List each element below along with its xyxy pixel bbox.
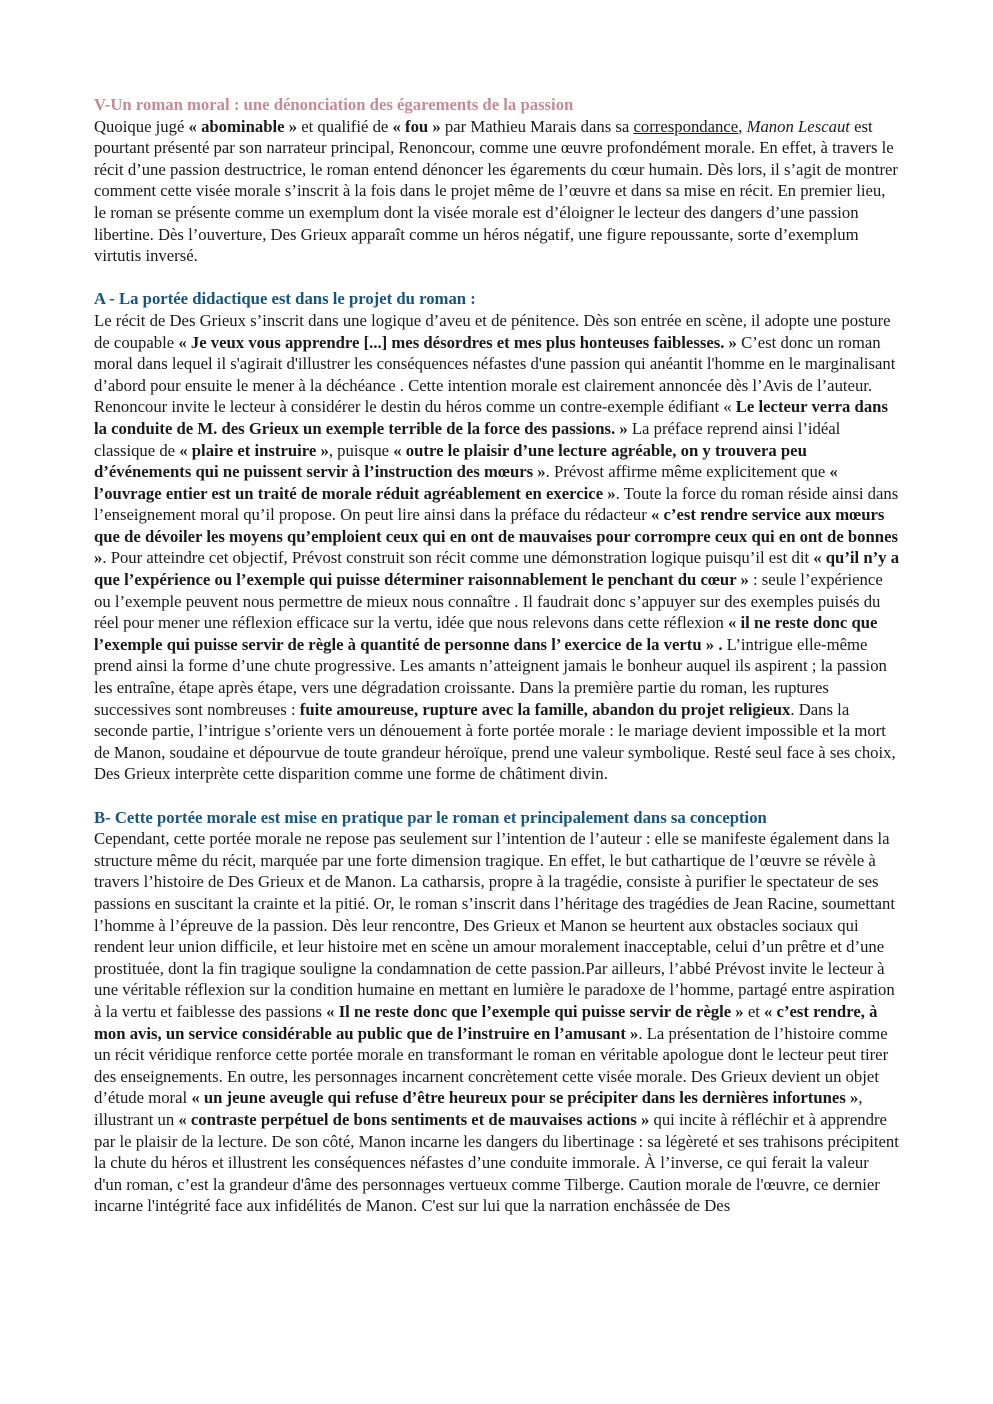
quote-bold: « plaire et instruire »: [179, 440, 329, 460]
quote-bold: « contraste perpétuel de bons sentiments et de mauvaises actions »: [178, 1109, 650, 1129]
text-run: et: [743, 1001, 765, 1021]
text-run: qui incite à réfléchir et à apprendre par le plaisir de la lecture. De son côté, Manon incarne les dangers du libertinage : sa légèreté et ses trahisons précipitent la chute du héros et illustrent les conséquences néfastes d’une conduite immorale. À l’inverse, ce qui ferait la valeur d'un roman, c’est la grandeur d'âme des personnages vertueux comme Tilberge. Caution morale de l'œuvre, ce dernier incarne l'intégrité face aux infidélités de Manon. C'est sur lui que la narration enchâssée de Des: [94, 1109, 899, 1216]
text-run: ,: [738, 116, 747, 136]
section-heading-v: V-Un roman moral : une dénonciation des égarements de la passion: [94, 95, 574, 114]
text-run: . Pour atteindre cet objectif, Prévost construit son récit comme une démonstration logique puisqu’il est dit: [102, 548, 814, 568]
quote-bold: « qu’il n’y a que l’expérience ou l’exemple qui puisse déterminer raisonnablement le penchant du cœur »: [94, 548, 900, 590]
document-page: [94, 94, 900, 1217]
quote-bold: « l’ouvrage entier est un traité de morale réduit agréablement en exercice »: [94, 462, 838, 503]
text-run: . Toute la force du roman réside ainsi dans l’enseignement moral qu’il propose. On peut lire ainsi dans la préface du rédacteur: [94, 483, 899, 525]
paragraph-gap: [94, 267, 900, 289]
quote-bold: « Il ne reste donc que l’exemple qui puisse servir de règle »: [326, 1001, 744, 1021]
text-run: et qualifié de: [297, 116, 393, 136]
quote-bold: « c’est rendre, à mon avis, un service considérable au public que de l’instruire en l’amusant »: [94, 1001, 878, 1043]
quote-bold: « Je veux vous apprendre [...] mes désordres et mes plus honteuses faiblesses. »: [178, 332, 737, 352]
text-run: C’est donc un roman moral dans lequel il s'agirait d'illustrer les conséquences néfastes d'une passion qui anéantit l'homme en le marginalisant d’abord pour ensuite le mener à la déchéance . Cette intention morale est clairement annoncée dès l’Avis de l’auteur. Renoncour invite le lecteur à considérer le destin du héros comme un contre-exemple édifiant «: [94, 332, 896, 417]
section-b-paragraph: [94, 828, 900, 1217]
quote-bold: fuite amoureuse, rupture avec la famille, abandon du projet religieux: [299, 699, 791, 719]
quote-bold: Le lecteur verra dans la conduite de M. des Grieux un exemple terrible de la force des passions. »: [94, 397, 888, 438]
text-run: : seule l’expérience ou l’exemple peuvent nous permettre de mieux nous connaître . Il faudrait donc s’appuyer sur des exemples puisés du réel pour mener une réflexion efficace sur la vertu, idée que nous relevons dans cette réflexion: [94, 570, 883, 633]
section-heading-b: B- Cette portée morale est mise en pratique par le roman et principalement dans sa conception: [94, 807, 767, 827]
text-run: La préface reprend ainsi l’idéal classique de: [94, 418, 841, 460]
text-run: Le récit de Des Grieux s’inscrit dans une logique d’aveu et de pénitence. Dès son entrée en scène, il adopte une posture de coupable: [94, 310, 891, 352]
text-run: , puisque: [328, 440, 394, 460]
underlined-word: correspondance: [633, 116, 739, 136]
text-run: est pourtant présenté par son narrateur principal, Renoncour, comme une œuvre profondément morale. En effet, à travers le récit d’une passion destructrice, le roman entend dénoncer les égarements du cœur humain. Dès lors, il s’agit de montrer comment cette visée morale s’inscrit à la fois dans le projet même de l’œuvre et dans sa mise en récit. En premier lieu, le roman se présente comme un exemplum dont la visée morale est d’éloigner le lecteur des dangers d’une passion libertine. Dès l’ouverture, Des Grieux apparaît comme un héros négatif, une figure repoussante, sorte d’exemplum virtutis inversé.: [94, 116, 898, 266]
quote-bold: « fou »: [392, 116, 441, 136]
text-run: L’intrigue elle-même prend ainsi la forme d’une chute progressive. Les amants n’atteignent jamais le bonheur auquel ils aspirent ; la passion les entraîne, étape après étape, vers une dégradation croissante. Dans la première partie du roman, les ruptures successives sont nombreuses :: [94, 634, 887, 719]
text-run: . La présentation de l’histoire comme un récit véridique renforce cette portée morale en transformant le roman en véritable apologue dont le lecteur peut tirer des enseignements. En outre, les personnages incarnent concrètement cette visée morale. Des Grieux devient un objet d’étude moral: [94, 1023, 889, 1108]
text-run: Cependant, cette portée morale ne repose pas seulement sur l’intention de l’auteur : elle se manifeste également dans la structure même du récit, marquée par une forte dimension tragique. En effet, le but cathartique de l’œuvre se révèle à travers l’histoire de Des Grieux et de Manon. La catharsis, propre à la tragédie, consiste à purifier le spectateur de ses passions en suscitant la crainte et la pitié. Or, le roman s’inscrit dans l’héritage des tragédies de Jean Racine, soumettant l’homme à l’épreuve de la passion. Dès leur rencontre, Des Grieux et Manon se heurtent aux obstacles sociaux qui rendent leur union difficile, et leur histoire met en scène un amour moralement inacceptable, celui d’un prêtre et d’une prostituée, dont la fin tragique souligne la condamnation de cette passion.Par ailleurs, l’abbé Prévost invite le lecteur à une véritable réflexion sur la condition humaine en mettant en lumière le paradoxe de l’homme, partagé entre aspiration à la vertu et faiblesse des passions: [94, 829, 895, 1021]
text-run: . Dans la seconde partie, l’intrigue s’oriente vers un dénouement à forte portée morale : le mariage devient impossible et la mort de Manon, soudaine et dépourvue de toute grandeur héroïque, prend une valeur symbolique. Resté seul face à ses choix, Des Grieux interprète cette disparition comme une forme de châtiment divin.: [94, 699, 896, 784]
intro-paragraph: [94, 116, 900, 267]
quote-bold: « c’est rendre service aux mœurs que de dévoiler les moyens qu’emploient ceux qui en ont de mauvaises pour corrompre ceux qui en ont de bonnes »: [94, 505, 898, 568]
text-run: . Prévost affirme même explicitement que: [545, 462, 830, 482]
quote-bold: « un jeune aveugle qui refuse d’être heureux pour se précipiter dans les dernières infortunes »: [191, 1088, 859, 1108]
text-run: , illustrant un: [94, 1088, 863, 1129]
section-heading-a: A - La portée didactique est dans le projet du roman :: [94, 289, 476, 309]
text-run: par Mathieu Marais dans sa: [440, 116, 634, 136]
quote-bold: « abominable »: [188, 116, 298, 136]
quote-bold: « il ne reste donc que l’exemple qui puisse servir de règle à quantité de personne dans l’ exercice de la vertu » .: [94, 613, 878, 654]
text-run: Quoique jugé: [94, 116, 189, 136]
quote-bold: « outre le plaisir d’une lecture agréable, on y trouvera peu d’événements qui ne puissent servir à l’instruction des mœurs »: [94, 440, 807, 482]
title-italic: Manon Lescaut: [746, 116, 850, 136]
section-a-paragraph: [94, 310, 900, 785]
paragraph-gap: [94, 785, 900, 807]
